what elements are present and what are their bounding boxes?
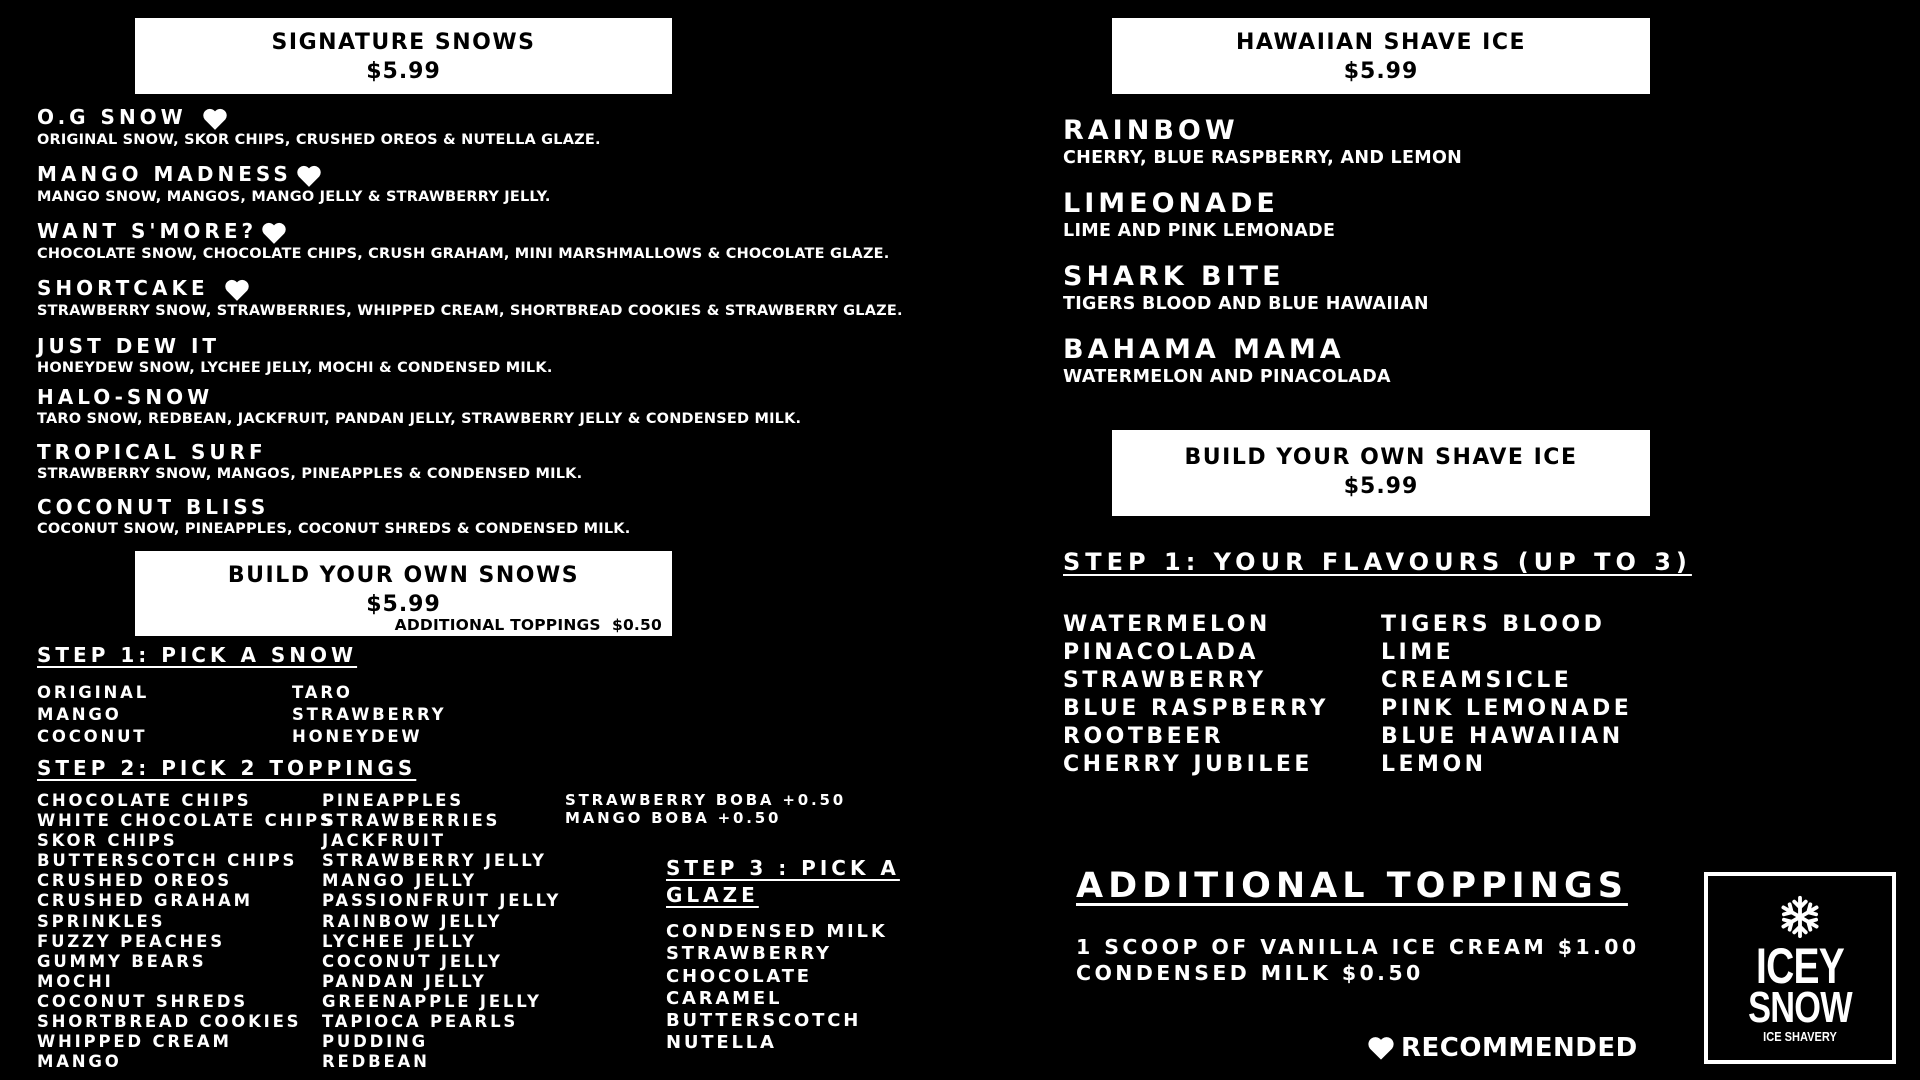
topping-option: SPRINKLES xyxy=(37,911,166,931)
topping-option: BUTTERSCOTCH CHIPS xyxy=(37,851,298,871)
byo-snows-title: BUILD YOUR OWN SNOWS xyxy=(227,563,580,588)
item-description: TIGERS BLOOD AND BLUE HAWAIIAN xyxy=(1063,294,1429,314)
topping-option: LYCHEE JELLY xyxy=(322,931,477,951)
snow-option: HONEYDEW xyxy=(292,727,423,746)
item-description: CHOCOLATE SNOW, CHOCOLATE CHIPS, CRUSH GRAHAM, MINI MARSHMALLOWS & CHOCOLATE GLAZE. xyxy=(37,245,890,262)
snow-option: ORIGINAL xyxy=(37,683,150,702)
heart-icon xyxy=(224,278,250,302)
glaze-option: CONDENSED MILK xyxy=(666,921,888,942)
item-description: MANGO SNOW, MANGOS, MANGO JELLY & STRAWBERRY JELLY. xyxy=(37,188,551,205)
heart-icon xyxy=(202,107,228,131)
signature-item xyxy=(37,384,801,428)
topping-option: PINEAPPLES xyxy=(322,791,464,810)
flavours-col2 xyxy=(1381,611,1632,779)
build-your-own-snows-header xyxy=(135,551,672,636)
snow-option: STRAWBERRY xyxy=(292,705,447,724)
hawaiian-item xyxy=(1063,115,1462,169)
topping-option: SKOR CHIPS xyxy=(37,831,178,851)
toppings-col1 xyxy=(37,791,335,1072)
glaze-options xyxy=(666,921,888,1055)
snow-option: COCONUT xyxy=(37,727,148,746)
topping-option: CHOCOLATE CHIPS xyxy=(37,791,252,810)
logo-line2: SNOW xyxy=(1748,983,1852,1032)
heart-icon xyxy=(1367,1035,1395,1061)
topping-option: STRAWBERRY JELLY xyxy=(322,851,547,871)
item-name: MANGO MADNESS xyxy=(37,162,292,186)
logo-line1: ICEY xyxy=(1756,938,1844,994)
topping-option: PUDDING xyxy=(322,1032,428,1052)
step3-pick-glaze-heading xyxy=(666,855,900,909)
topping-option: MOCHI xyxy=(37,971,114,991)
item-description: STRAWBERRY SNOW, MANGOS, PINEAPPLES & CONDENSED MILK. xyxy=(37,466,583,482)
flavour-option: WATERMELON xyxy=(1063,612,1271,637)
toppings-col2 xyxy=(322,791,561,1072)
additional-toppings-list xyxy=(1076,934,1640,986)
glaze-option: CHOCOLATE xyxy=(666,965,812,987)
flavour-option: ROOTBEER xyxy=(1063,724,1225,749)
glaze-option: STRAWBERRY xyxy=(666,943,832,965)
additional-toppings-heading: ADDITIONAL TOPPINGS xyxy=(1076,866,1628,906)
item-description: COCONUT SNOW, PINEAPPLES, COCONUT SHREDS & CONDENSED MILK. xyxy=(37,521,631,537)
signature-item xyxy=(37,333,553,377)
item-description: ORIGINAL SNOW, SKOR CHIPS, CRUSHED OREOS & NUTELLA GLAZE. xyxy=(37,131,601,148)
step3-heading-line1: STEP 3 : PICK A xyxy=(666,856,900,880)
toppings-col3 xyxy=(565,791,846,827)
snowflake-icon xyxy=(1777,894,1823,940)
item-name: O.G SNOW xyxy=(37,105,187,129)
topping-option: RAINBOW JELLY xyxy=(322,911,503,931)
item-description: TARO SNOW, REDBEAN, JACKFRUIT, PANDAN JELLY, STRAWBERRY JELLY & CONDENSED MILK. xyxy=(37,411,802,427)
signature-item xyxy=(37,161,551,206)
byo-snows-price: $5.99 xyxy=(366,592,441,617)
glaze-option: NUTELLA xyxy=(666,1032,777,1054)
item-description: WATERMELON AND PINACOLADA xyxy=(1063,367,1391,387)
glaze-option: BUTTERSCOTCH xyxy=(666,1010,862,1032)
topping-option: WHITE CHOCOLATE CHIPS xyxy=(37,811,335,831)
heart-icon xyxy=(296,164,322,188)
topping-option: GREENAPPLE JELLY xyxy=(322,991,542,1011)
item-name: HALO-SNOW xyxy=(37,385,214,409)
step3-heading-line2: GLAZE xyxy=(666,883,759,907)
flavours-col1 xyxy=(1063,611,1329,779)
hawaiian-shave-ice-header xyxy=(1112,18,1650,94)
byo-shave-title: BUILD YOUR OWN SHAVE ICE xyxy=(1184,445,1578,470)
flavour-option: CREAMSICLE xyxy=(1381,668,1573,693)
topping-option: FUZZY PEACHES xyxy=(37,931,225,951)
flavour-option: TIGERS BLOOD xyxy=(1381,612,1606,637)
snow-option: MANGO xyxy=(37,705,122,724)
signature-item xyxy=(37,494,630,538)
additional-topping-item: 1 SCOOP OF VANILLA ICE CREAM $1.00 xyxy=(1076,935,1640,959)
hawaiian-price: $5.99 xyxy=(1343,59,1419,84)
topping-option: REDBEAN xyxy=(322,1052,430,1072)
topping-option: TAPIOCA PEARLS xyxy=(322,1012,519,1032)
recommended-legend xyxy=(1367,1033,1638,1063)
topping-option: STRAWBERRY BOBA +0.50 xyxy=(565,791,846,809)
topping-option: COCONUT SHREDS xyxy=(37,991,248,1011)
flavour-option: STRAWBERRY xyxy=(1063,668,1267,693)
snow-options-col1 xyxy=(37,682,149,748)
logo-tagline: ICE SHAVERY xyxy=(1763,1029,1837,1044)
signature-snows-title: SIGNATURE SNOWS xyxy=(271,30,536,55)
topping-option: GUMMY BEARS xyxy=(37,951,207,971)
item-name: SHORTCAKE xyxy=(37,276,209,300)
topping-option: JACKFRUIT xyxy=(322,831,446,851)
topping-option: WHIPPED CREAM xyxy=(37,1032,232,1052)
step1-flavours-heading: STEP 1: YOUR FLAVOURS (UP TO 3) xyxy=(1063,548,1692,576)
step2-pick-toppings-heading: STEP 2: PICK 2 TOPPINGS xyxy=(37,756,417,780)
signature-item xyxy=(37,104,601,149)
item-name: TROPICAL SURF xyxy=(37,440,267,464)
topping-option: SHORTBREAD COOKIES xyxy=(37,1012,302,1032)
recommended-label: RECOMMENDED xyxy=(1401,1033,1638,1063)
snow-option: TARO xyxy=(292,683,353,702)
item-name: BAHAMA MAMA xyxy=(1063,334,1345,365)
flavour-option: LEMON xyxy=(1381,752,1487,777)
signature-snows-price: $5.99 xyxy=(366,59,441,84)
flavour-option: LIME xyxy=(1381,640,1455,665)
icey-snow-logo xyxy=(1704,872,1896,1064)
item-name: JUST DEW IT xyxy=(37,334,221,358)
flavour-option: PINK LEMONADE xyxy=(1381,696,1633,721)
topping-option: CRUSHED OREOS xyxy=(37,871,232,891)
flavour-option: BLUE RASPBERRY xyxy=(1063,696,1329,721)
hawaiian-item xyxy=(1063,334,1391,388)
topping-option: MANGO BOBA +0.50 xyxy=(565,809,782,827)
hawaiian-item xyxy=(1063,188,1335,242)
flavour-option: PINACOLADA xyxy=(1063,640,1259,665)
item-name: RAINBOW xyxy=(1063,115,1239,146)
hawaiian-item xyxy=(1063,261,1429,315)
hawaiian-title: HAWAIIAN SHAVE ICE xyxy=(1235,30,1527,55)
item-name: LIMEONADE xyxy=(1063,188,1279,219)
topping-option: PASSIONFRUIT JELLY xyxy=(322,891,562,911)
item-description: CHERRY, BLUE RASPBERRY, AND LEMON xyxy=(1063,148,1463,168)
signature-item xyxy=(37,439,582,483)
glaze-option: CARAMEL xyxy=(666,987,783,1009)
signature-snows-header xyxy=(135,18,672,94)
item-name: COCONUT BLISS xyxy=(37,495,270,519)
byo-shave-price: $5.99 xyxy=(1343,474,1419,499)
item-description: STRAWBERRY SNOW, STRAWBERRIES, WHIPPED CREAM, SHORTBREAD COOKIES & STRAWBERRY GLAZE. xyxy=(37,302,903,319)
topping-option: MANGO xyxy=(37,1052,122,1072)
flavour-option: CHERRY JUBILEE xyxy=(1063,752,1313,777)
topping-option: MANGO JELLY xyxy=(322,871,477,891)
item-name: WANT S'MORE? xyxy=(37,219,258,243)
topping-option: CRUSHED GRAHAM xyxy=(37,891,253,911)
flavour-option: BLUE HAWAIIAN xyxy=(1381,724,1624,749)
item-description: LIME AND PINK LEMONADE xyxy=(1063,221,1336,241)
build-your-own-shave-ice-header xyxy=(1112,430,1650,516)
snow-options-col2 xyxy=(292,682,446,748)
topping-option: COCONUT JELLY xyxy=(322,951,503,971)
additional-topping-item: CONDENSED MILK $0.50 xyxy=(1076,961,1424,985)
item-description: HONEYDEW SNOW, LYCHEE JELLY, MOCHI & CONDENSED MILK. xyxy=(37,360,553,376)
step1-pick-snow-heading: STEP 1: PICK A SNOW xyxy=(37,643,358,667)
heart-icon xyxy=(261,221,287,245)
signature-item xyxy=(37,218,889,263)
byo-snows-additional-note: ADDITIONAL TOPPINGS $0.50 xyxy=(394,616,662,634)
topping-option: PANDAN JELLY xyxy=(322,971,487,991)
topping-option: STRAWBERRIES xyxy=(322,811,501,831)
signature-item xyxy=(37,275,903,320)
item-name: SHARK BITE xyxy=(1063,261,1285,292)
